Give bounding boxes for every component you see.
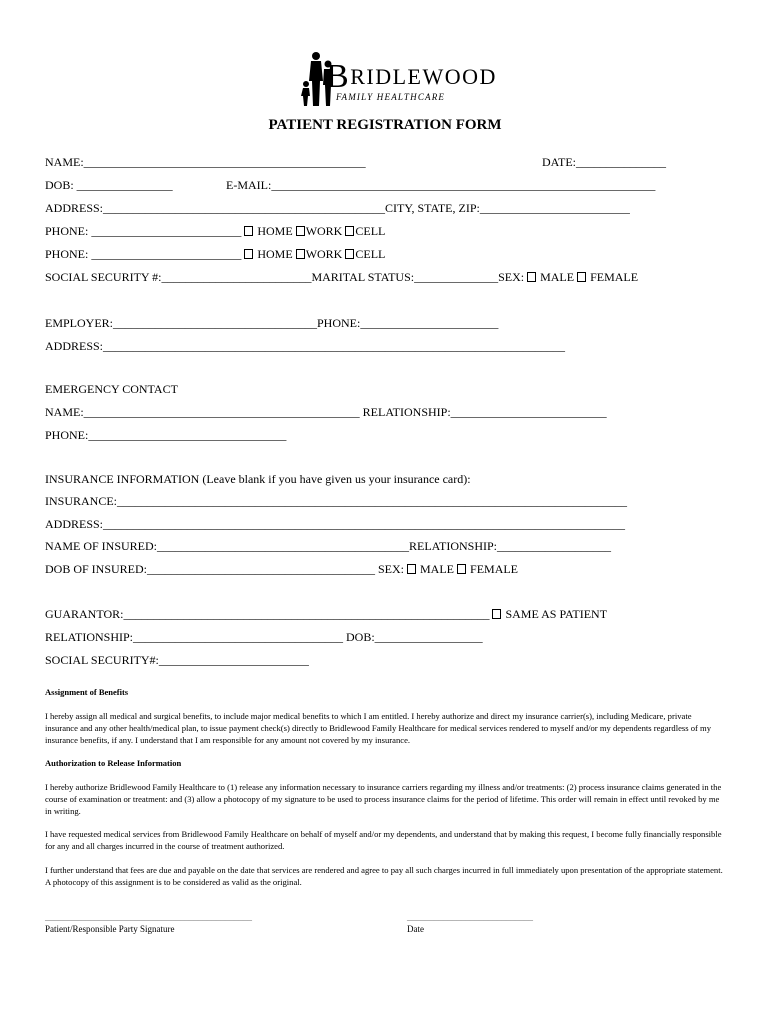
authorization-text-1: I hereby authorize Bridlewood Family Healthcare to (1) release any information necessary to insurance carriers regarding my illness and/or treatments: (2) process insurance claims generated in the course of examination or treatment: and (3) allow a photocopy of my signature to be used to process insurance claims for the period of lifetime. This order will remain in effect until revoked by me in writing. <box>45 782 722 816</box>
emergency-name-field[interactable]: NAME:______________________________________________ RELATIONSHIP:__________________________ <box>45 405 607 419</box>
emergency-contact-heading: EMERGENCY CONTACT <box>45 382 178 396</box>
signature-label: Patient/Responsible Party Signature <box>45 924 175 934</box>
insured-name-field[interactable]: NAME OF INSURED:__________________________________________RELATIONSHIP:___________________ <box>45 539 612 553</box>
insurance-address-field[interactable]: ADDRESS:_______________________________________________________________________________________ <box>45 517 626 531</box>
checkbox-work[interactable] <box>296 226 305 236</box>
phone-label: PHONE: _________________________ <box>45 224 242 238</box>
same-as-patient-label: SAME AS PATIENT <box>505 607 608 621</box>
checkbox-female[interactable] <box>457 564 466 574</box>
phone-label: PHONE: _________________________ <box>45 247 242 261</box>
insurance-field[interactable]: INSURANCE:_____________________________________________________________________________________ <box>45 494 628 508</box>
assignment-text: I hereby assign all medical and surgical benefits, to include major medical benefits to which I am entitled. I hereby authorize and direct my insurance carrier(s), including Medicare, private insurance and any other health/medical plan, to issue payment check(s) directly to Bridlewood Family Healthcare for medical services rendered to myself and/or my dependents regardless of my insurance benefits, if any. I understand that I am responsible for any amount not covered by my insurance. <box>45 711 712 745</box>
female-label: FEMALE <box>470 562 519 576</box>
assignment-heading: Assignment of Benefits <box>45 687 129 697</box>
guarantor-label: GUARANTOR:_____________________________________________________________ <box>45 607 490 621</box>
email-field[interactable]: E-MAIL:________________________________________________________________ <box>226 178 656 192</box>
logo-subtitle: FAMILY HEALTHCARE <box>336 92 446 102</box>
page-title: PATIENT REGISTRATION FORM <box>268 117 502 133</box>
authorization-text-2: I have requested medical services from Bridlewood Family Healthcare on behalf of myself and/or my dependents, and understand that by making this request, I become fully financially responsible for any and all charges incurred in the course of treatment authorized. <box>45 829 722 851</box>
checkbox-home[interactable] <box>244 226 253 236</box>
phone-field-1[interactable] <box>45 224 385 238</box>
home-label: HOME <box>257 224 293 238</box>
checkbox-same-as-patient[interactable] <box>492 609 501 619</box>
checkbox-work[interactable] <box>296 249 305 259</box>
dob-field[interactable]: DOB: ________________ <box>45 178 173 192</box>
checkbox-male[interactable] <box>527 272 536 282</box>
signature-date-line[interactable]: ____________________________ <box>407 912 533 922</box>
ssn-marital-label: SOCIAL SECURITY #:_________________________MARITAL STATUS:______________SEX: <box>45 270 525 284</box>
date-field[interactable]: DATE:_______________ <box>542 155 666 169</box>
guarantor-ssn-field[interactable]: SOCIAL SECURITY#:_________________________ <box>45 653 309 667</box>
insurance-info-heading: INSURANCE INFORMATION (Leave blank if you have given us your insurance card): <box>45 472 471 486</box>
ssn-marital-row[interactable] <box>45 270 638 284</box>
cell-label: CELL <box>355 224 386 238</box>
checkbox-male[interactable] <box>407 564 416 574</box>
employer-field[interactable]: EMPLOYER:__________________________________PHONE:_______________________ <box>45 316 499 330</box>
work-label: WORK <box>305 247 343 261</box>
checkbox-cell[interactable] <box>345 226 354 236</box>
phone-field-2[interactable] <box>45 247 385 261</box>
home-label: HOME <box>257 247 293 261</box>
logo-wordmark: BRIDLEWOOD <box>326 58 497 95</box>
checkbox-cell[interactable] <box>345 249 354 259</box>
cell-label: CELL <box>355 247 386 261</box>
authorization-text-3: I further understand that fees are due and payable on the date that services are rendered and agree to pay all such charges incurred in full immediately upon presentation of the appropriate statement. A photocopy of this assignment is to be considered as valid as the original. <box>45 865 723 887</box>
work-label: WORK <box>305 224 343 238</box>
insured-dob-label: DOB OF INSURED:______________________________________ SEX: <box>45 562 405 576</box>
guarantor-relationship-field[interactable]: RELATIONSHIP:___________________________________ DOB:__________________ <box>45 630 483 644</box>
insured-dob-row[interactable] <box>45 562 518 576</box>
name-field[interactable]: NAME:_______________________________________________ <box>45 155 366 169</box>
signature-date-label: Date <box>407 924 424 934</box>
checkbox-home[interactable] <box>244 249 253 259</box>
female-label: FEMALE <box>590 270 639 284</box>
emergency-phone-field[interactable]: PHONE:_________________________________ <box>45 428 287 442</box>
checkbox-female[interactable] <box>577 272 586 282</box>
employer-address-field[interactable]: ADDRESS:_____________________________________________________________________________ <box>45 339 566 353</box>
guarantor-row[interactable] <box>45 607 607 621</box>
male-label: MALE <box>420 562 455 576</box>
authorization-heading: Authorization to Release Information <box>45 758 182 768</box>
signature-line[interactable]: ______________________________________________ <box>45 912 252 922</box>
male-label: MALE <box>540 270 575 284</box>
address-field[interactable]: ADDRESS:_______________________________________________CITY, STATE, ZIP:_________________________ <box>45 201 630 215</box>
